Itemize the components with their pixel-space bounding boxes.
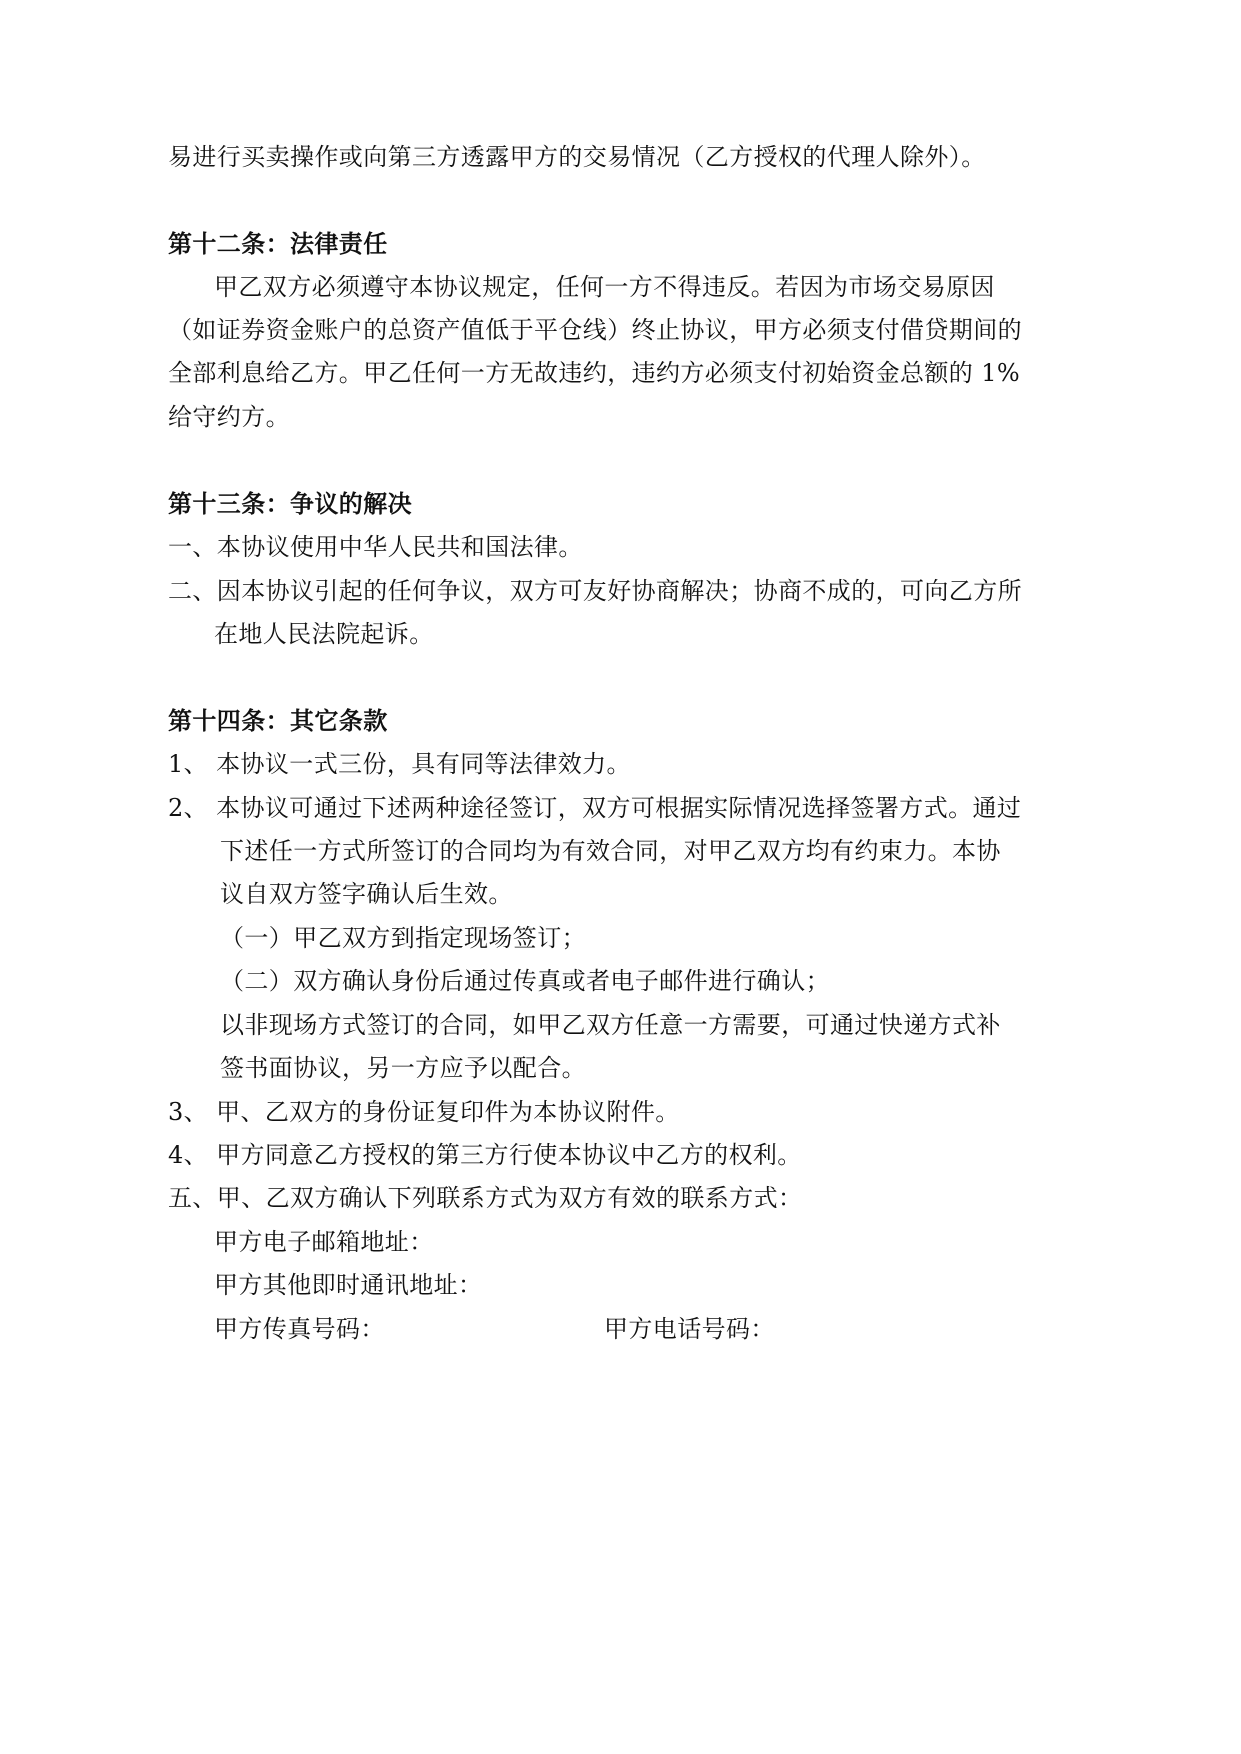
article-12-title: 第十二条：法律责任: [168, 229, 388, 258]
article-14-sub-2: （二）双方确认身份后通过传真或者电子邮件进行确认；: [220, 967, 830, 995]
article-14-title: 第十四条：其它条款: [168, 706, 388, 735]
article-14-item-1: 1、 本协议一式三份，具有同等法律效力。: [168, 750, 631, 778]
contact-phone-label: 甲方电话号码：: [604, 1315, 775, 1343]
article-13-item-2-line-1: 二、因本协议引起的任何争议，双方可友好协商解决；协商不成的，可向乙方所: [168, 577, 1022, 605]
article-14-item-3: 3、 甲、乙双方的身份证复印件为本协议附件。: [168, 1098, 680, 1126]
article-14-item-2-line-3: 议自双方签字确认后生效。: [220, 880, 513, 908]
article-12-line-4: 给守约方。: [168, 403, 290, 431]
article-14-offsite-line-1: 以非现场方式签订的合同，如甲乙双方任意一方需要，可通过快递方式补: [220, 1011, 1001, 1039]
article-13-item-2-line-2: 在地人民法院起诉。: [214, 620, 434, 648]
article-14-item-2-line-2: 下述任一方式所签订的合同均为有效合同，对甲乙双方均有约束力。本协: [220, 837, 1001, 865]
contact-email-label: 甲方电子邮箱地址：: [214, 1228, 434, 1256]
continuation-text: 易进行买卖操作或向第三方透露甲方的交易情况（乙方授权的代理人除外）。: [168, 143, 986, 171]
article-13-item-1: 一、本协议使用中华人民共和国法律。: [168, 533, 583, 561]
article-14-item-4: 4、 甲方同意乙方授权的第三方行使本协议中乙方的权利。: [168, 1141, 802, 1169]
article-12-line-1: 甲乙双方必须遵守本协议规定，任何一方不得违反。若因为市场交易原因: [214, 273, 995, 301]
article-12-line-3: 全部利息给乙方。甲乙任何一方无故违约，违约方必须支付初始资金总额的 1%: [168, 359, 1021, 387]
article-14-item-5: 五、甲、乙双方确认下列联系方式为双方有效的联系方式：: [168, 1184, 803, 1212]
contact-fax-label: 甲方传真号码：: [214, 1315, 385, 1343]
article-12-line-2: （如证券资金账户的总资产值低于平仓线）终止协议，甲方必须支付借贷期间的: [168, 316, 1022, 344]
article-13-title: 第十三条：争议的解决: [168, 489, 412, 518]
article-14-offsite-line-2: 签书面协议，另一方应予以配合。: [220, 1054, 586, 1082]
article-14-sub-1: （一）甲乙双方到指定现场签订；: [220, 924, 586, 952]
article-14-item-2-line-1: 2、 本协议可通过下述两种途径签订，双方可根据实际情况选择签署方式。通过: [168, 794, 1022, 822]
contact-im-label: 甲方其他即时通讯地址：: [214, 1271, 483, 1299]
